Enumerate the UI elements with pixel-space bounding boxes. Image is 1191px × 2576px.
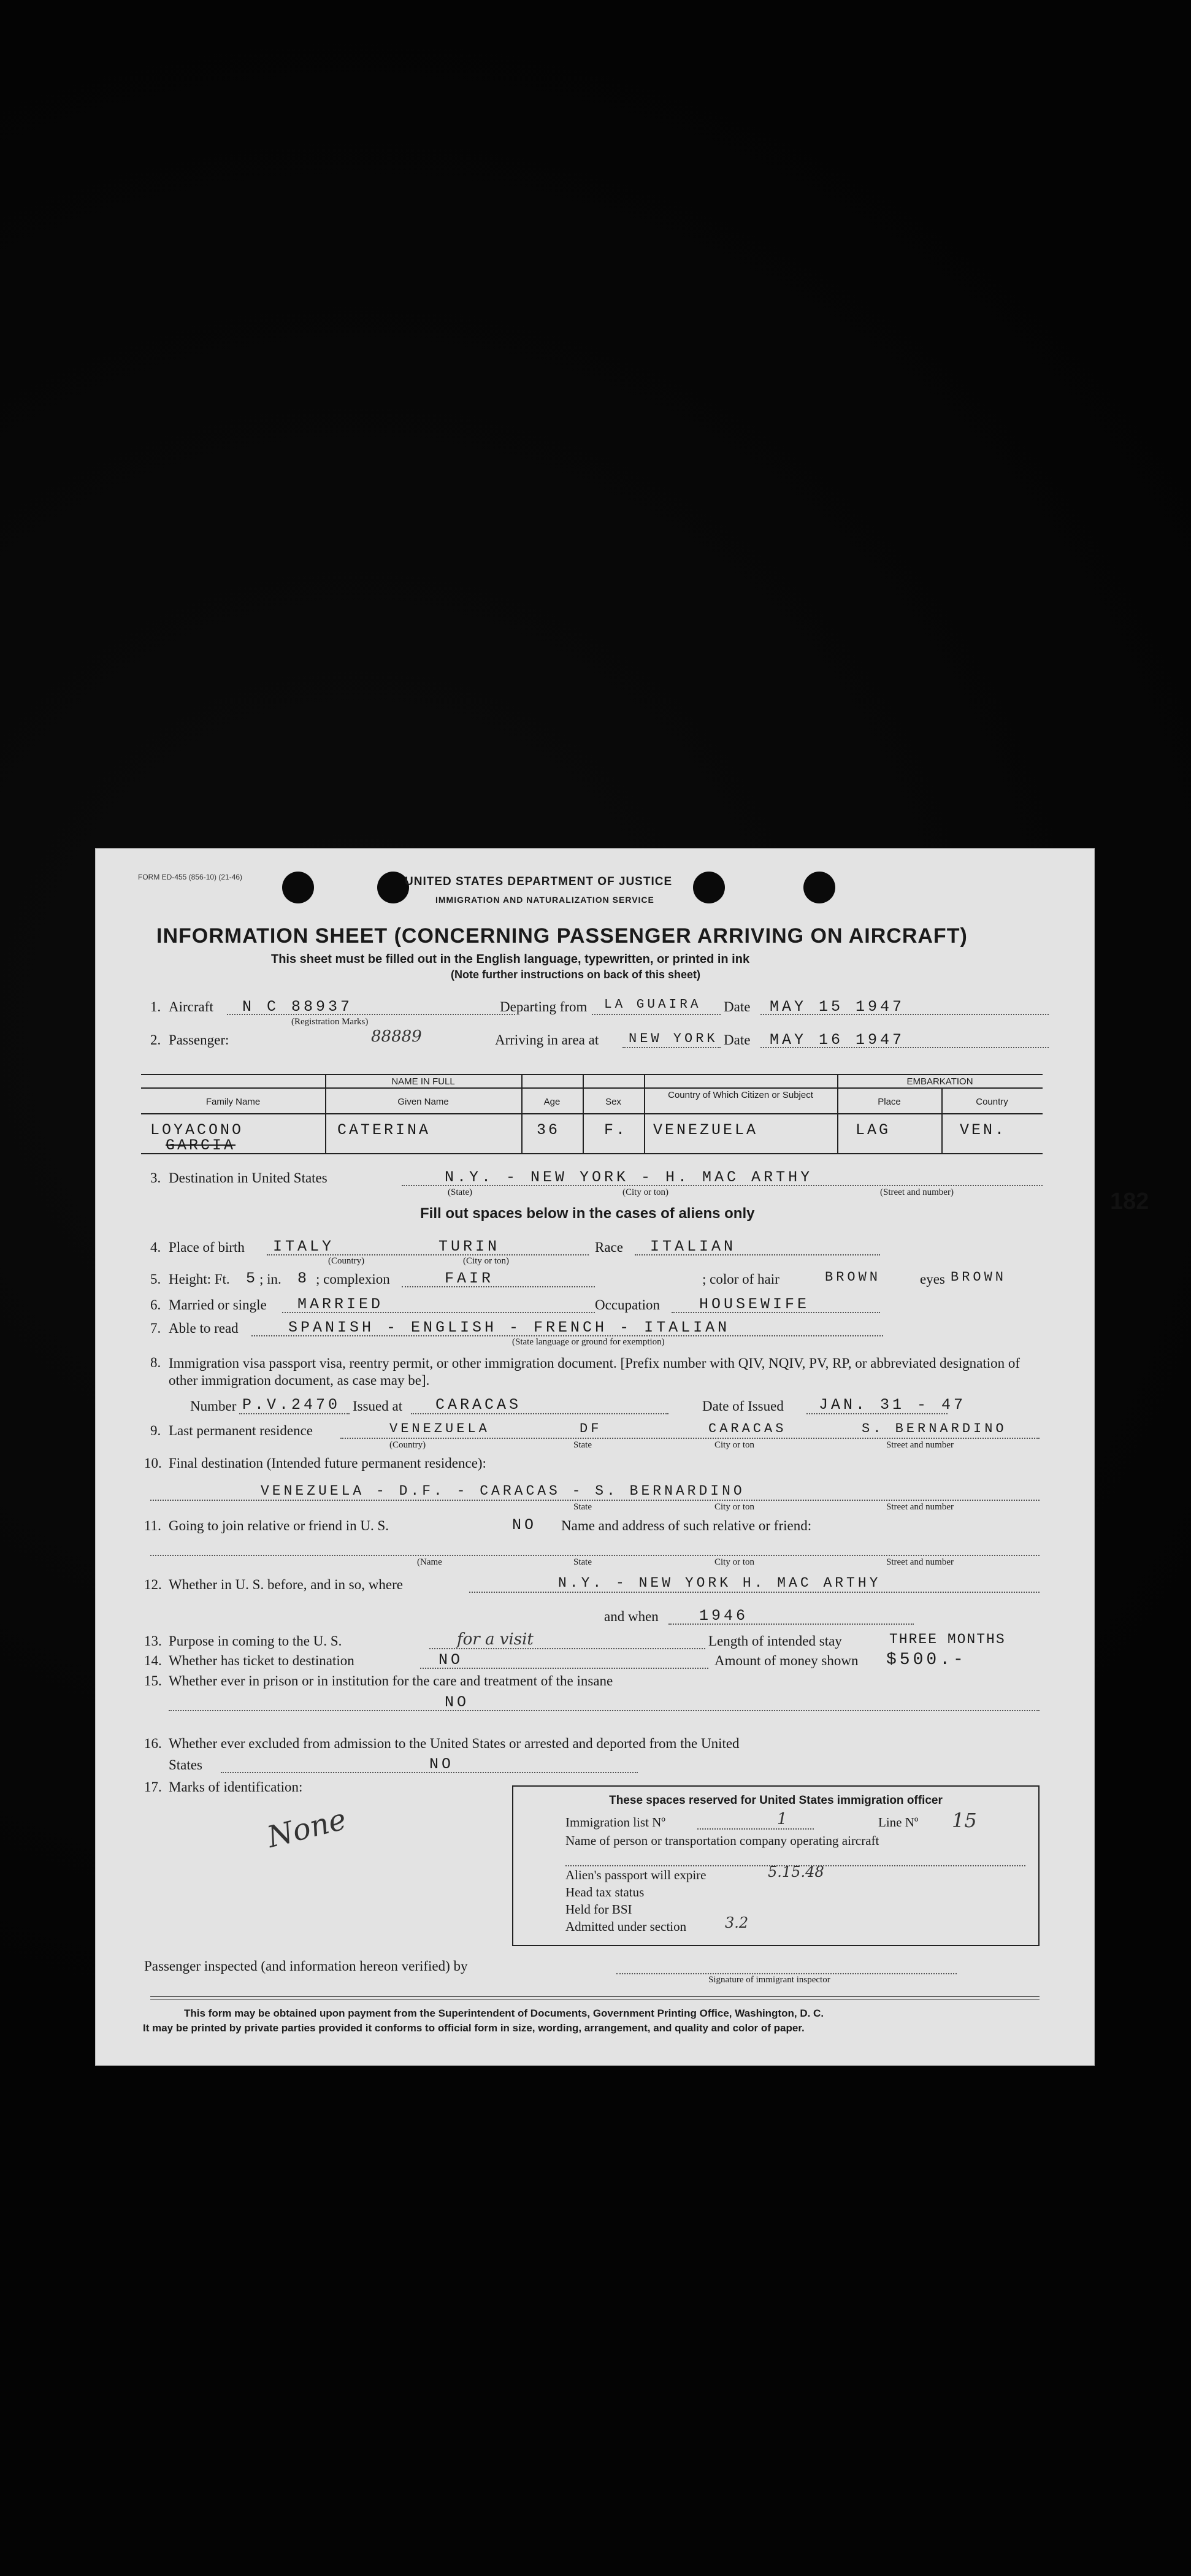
immigration-officer-box: [512, 1785, 1040, 1946]
aircraft-alt-value: 88889: [371, 1027, 422, 1046]
signature-caption: Signature of immigrant inspector: [708, 1975, 830, 1985]
previous-visit-value: N.Y. - NEW YORK H. MAC ARTHY: [558, 1575, 881, 1591]
col-given-name: Given Name: [397, 1097, 449, 1107]
col-age: Age: [543, 1097, 561, 1107]
q8-number-label: Number: [190, 1398, 237, 1414]
q9-cap-country: (Country): [389, 1440, 426, 1450]
q16-number: 16.: [144, 1736, 162, 1751]
operator-name-label: Name of person or transportation company operating aircraft: [565, 1833, 879, 1848]
passport-expire-value: 5.15.48: [768, 1863, 824, 1880]
q9-cap-state: State: [573, 1440, 592, 1450]
form-subtitle: This sheet must be filled out in the English language, typewritten, or printed in ink: [271, 953, 750, 966]
given-name-value: CATERINA: [337, 1121, 431, 1139]
languages-value: SPANISH - ENGLISH - FRENCH - ITALIAN: [288, 1319, 730, 1336]
sex-value: F.: [604, 1121, 628, 1139]
q16-label-2: States: [169, 1757, 202, 1773]
family-name-value: LOYACONO: [150, 1121, 244, 1139]
issue-date-value: JAN. 31 - 47: [819, 1396, 967, 1414]
excluded-value: NO: [429, 1755, 454, 1773]
admitted-section-label: Admitted under section: [565, 1919, 687, 1934]
birth-city-value: TURIN: [438, 1238, 500, 1255]
q3-cap-state: (State): [448, 1187, 472, 1197]
q8-number: 8.: [150, 1355, 161, 1370]
q9-cap-city: City or ton: [714, 1440, 755, 1450]
eyes-label: eyes: [920, 1271, 945, 1287]
service-name: IMMIGRATION AND NATURALIZATION SERVICE: [435, 895, 654, 905]
q11-cap-city: City or ton: [714, 1557, 755, 1567]
issued-at-value: CARACAS: [435, 1396, 522, 1414]
q13-label: Purpose in coming to the U. S.: [169, 1633, 342, 1649]
q3-cap-street: (Street and number): [880, 1187, 954, 1197]
registration-caption: (Registration Marks): [291, 1017, 369, 1027]
hair-value: BROWN: [825, 1270, 881, 1285]
residence-country-value: VENEZUELA: [389, 1421, 490, 1436]
q11-cap-street: Street and number: [886, 1557, 954, 1567]
list-no-label: Immigration list Nº: [565, 1815, 665, 1830]
q1-label: Aircraft: [169, 999, 213, 1014]
complexion-label: ; complexion: [316, 1271, 390, 1287]
q5-label: Height: Ft.: [169, 1271, 230, 1287]
embark-place-value: LAG: [856, 1121, 891, 1139]
q3-number: 3.: [150, 1170, 161, 1186]
col-family-name: Family Name: [205, 1097, 261, 1107]
q3-label: Destination in United States: [169, 1170, 327, 1186]
form-title: INFORMATION SHEET (CONCERNING PASSENGER ARRIVING ON AIRCRAFT): [156, 924, 968, 948]
q12-label: Whether in U. S. before, and in so, where: [169, 1577, 403, 1592]
q6-label: Married or single: [169, 1297, 267, 1313]
complexion-value: FAIR: [445, 1270, 494, 1287]
q11-label: Going to join relative or friend in U. S.: [169, 1518, 389, 1533]
stay-length-label: Length of intended stay: [708, 1633, 842, 1649]
q16-label: Whether ever excluded from admission to the United States or arrested and deported from the United: [169, 1736, 740, 1751]
department-name: UNITED STATES DEPARTMENT OF JUSTICE: [405, 875, 673, 888]
residence-street-value: S. BERNARDINO: [862, 1421, 1007, 1436]
page-number: 182: [1110, 1189, 1149, 1214]
name-in-full-header: NAME IN FULL: [391, 1076, 455, 1087]
col-country: Country: [976, 1097, 1008, 1107]
punch-hole-1: [282, 872, 314, 903]
previous-visit-year: 1946: [699, 1607, 749, 1625]
embark-country-value: VEN.: [960, 1121, 1007, 1139]
punch-hole-3: [693, 872, 725, 903]
join-relative-value: NO: [512, 1516, 537, 1534]
q3-cap-city: (City or ton): [622, 1187, 668, 1197]
when-label: and when: [604, 1609, 659, 1624]
q7-number: 7.: [150, 1321, 161, 1336]
family-name-value-2: GARCIA: [166, 1137, 236, 1154]
col-citizen: Country of Which Citizen or Subject: [668, 1090, 813, 1100]
q12-number: 12.: [144, 1577, 162, 1592]
q2-number: 2.: [150, 1032, 161, 1048]
q4-cap-country: (Country): [328, 1256, 365, 1266]
arr-date-label: Date: [724, 1032, 751, 1048]
arrival-date: MAY 16 1947: [770, 1031, 905, 1049]
aircraft-value: N C 88937: [242, 998, 353, 1016]
footer-line-1: This form may be obtained upon payment from the Superintendent of Documents, Government Printing Office, Washington, D. C.: [184, 2007, 824, 2019]
residence-city-value: CARACAS: [708, 1421, 787, 1436]
purpose-value: for a visit: [457, 1630, 534, 1649]
q7-caption: (State language or ground for exemption): [512, 1337, 665, 1347]
departure-date: MAY 15 1947: [770, 998, 905, 1016]
arriving-value: NEW YORK: [629, 1031, 718, 1046]
form-number: FORM ED-455 (856-10) (21-46): [138, 873, 243, 881]
col-sex: Sex: [605, 1097, 621, 1107]
issued-at-label: Issued at: [353, 1398, 403, 1414]
race-value: ITALIAN: [650, 1238, 737, 1255]
q10-cap-city: City or ton: [714, 1502, 755, 1512]
departing-value: LA GUAIRA: [604, 998, 702, 1012]
q2-label: Passenger:: [169, 1032, 229, 1048]
height-ft-value: 5: [246, 1270, 259, 1287]
q17-number: 17.: [144, 1779, 162, 1795]
race-label: Race: [595, 1240, 623, 1255]
q15-number: 15.: [144, 1673, 162, 1689]
q11-cap-state: State: [573, 1557, 592, 1567]
hair-label: ; color of hair: [702, 1271, 779, 1287]
final-destination-value: VENEZUELA - D.F. - CARACAS - S. BERNARDINO: [261, 1483, 745, 1499]
q10-number: 10.: [144, 1455, 162, 1471]
footer-line-2: It may be printed by private parties provided it conforms to official form in size, wording, arrangement, and quality and color of paper.: [143, 2022, 805, 2034]
visa-number-value: P.V.2470: [242, 1396, 341, 1414]
q11-cap-name: (Name: [417, 1557, 442, 1567]
q17-label: Marks of identification:: [169, 1779, 303, 1795]
col-place: Place: [878, 1097, 901, 1107]
q4-number: 4.: [150, 1240, 161, 1255]
q6-number: 6.: [150, 1297, 161, 1313]
head-tax-label: Head tax status: [565, 1885, 645, 1899]
q14-label: Whether has ticket to destination: [169, 1653, 354, 1668]
q14-number: 14.: [144, 1653, 162, 1668]
occupation-value: HOUSEWIFE: [699, 1295, 810, 1313]
punch-hole-4: [803, 872, 835, 903]
departing-label: Departing from: [500, 999, 588, 1014]
q15-label: Whether ever in prison or in institution for the care and treatment of the insane: [169, 1673, 613, 1689]
money-value: $500.-: [886, 1650, 967, 1669]
q11-number: 11.: [144, 1518, 161, 1533]
prison-value: NO: [445, 1693, 470, 1711]
relative-name-label: Name and address of such relative or friend:: [561, 1518, 812, 1533]
residence-state-value: DF: [580, 1421, 602, 1436]
q8-label: Immigration visa passport visa, reentry permit, or other immigration document. [Prefix number with QIV, NQIV, PV, RP, or abbreviated designation of other immigration document, as case may be].: [169, 1355, 1021, 1388]
line-no-label: Line Nº: [878, 1815, 919, 1830]
information-sheet-document: [95, 848, 1149, 2066]
officer-box-title: These spaces reserved for United States immigration officer: [609, 1794, 943, 1807]
aliens-notice: Fill out spaces below in the cases of aliens only: [420, 1205, 755, 1222]
stay-length-value: THREE MONTHS: [889, 1631, 1006, 1647]
q4-label: Place of birth: [169, 1240, 245, 1255]
form-note: (Note further instructions on back of this sheet): [451, 968, 701, 981]
issue-date-label: Date of Issued: [702, 1398, 784, 1414]
q10-label: Final destination (Intended future permanent residence):: [169, 1455, 486, 1471]
q13-number: 13.: [144, 1633, 162, 1649]
list-no-value: 1: [777, 1810, 787, 1828]
destination-value: N.Y. - NEW YORK - H. MAC ARTHY: [445, 1168, 813, 1186]
q7-label: Able to read: [169, 1321, 239, 1336]
embarkation-header: EMBARKATION: [906, 1076, 973, 1087]
arriving-label: Arriving in area at: [495, 1032, 599, 1048]
birth-country-value: ITALY: [273, 1238, 335, 1255]
dep-date-label: Date: [724, 999, 751, 1014]
q5-number: 5.: [150, 1271, 161, 1287]
q9-number: 9.: [150, 1423, 161, 1438]
inspected-by-label: Passenger inspected (and information hereon verified) by: [144, 1958, 468, 1974]
marital-status-value: MARRIED: [297, 1295, 384, 1313]
q9-cap-street: Street and number: [886, 1440, 954, 1450]
q10-cap-street: Street and number: [886, 1502, 954, 1512]
line-no-value: 15: [952, 1809, 977, 1832]
admitted-section-value: 3.2: [725, 1914, 749, 1931]
occupation-label: Occupation: [595, 1297, 661, 1313]
ticket-value: NO: [438, 1651, 464, 1669]
q1-number: 1.: [150, 999, 161, 1014]
money-label: Amount of money shown: [714, 1653, 859, 1668]
eyes-value: BROWN: [951, 1270, 1007, 1285]
q10-cap-state: State: [573, 1502, 592, 1512]
passport-expire-label: Alien's passport will expire: [565, 1868, 707, 1882]
q9-label: Last permanent residence: [169, 1423, 313, 1438]
citizen-value: VENEZUELA: [653, 1121, 759, 1139]
age-value: 36: [537, 1121, 561, 1139]
height-in-value: 8: [297, 1270, 310, 1287]
q4-cap-city: (City or ton): [463, 1256, 509, 1266]
held-bsi-label: Held for BSI: [565, 1902, 632, 1917]
height-in-label: ; in.: [259, 1271, 281, 1287]
identification-marks-value: None: [264, 1802, 350, 1855]
